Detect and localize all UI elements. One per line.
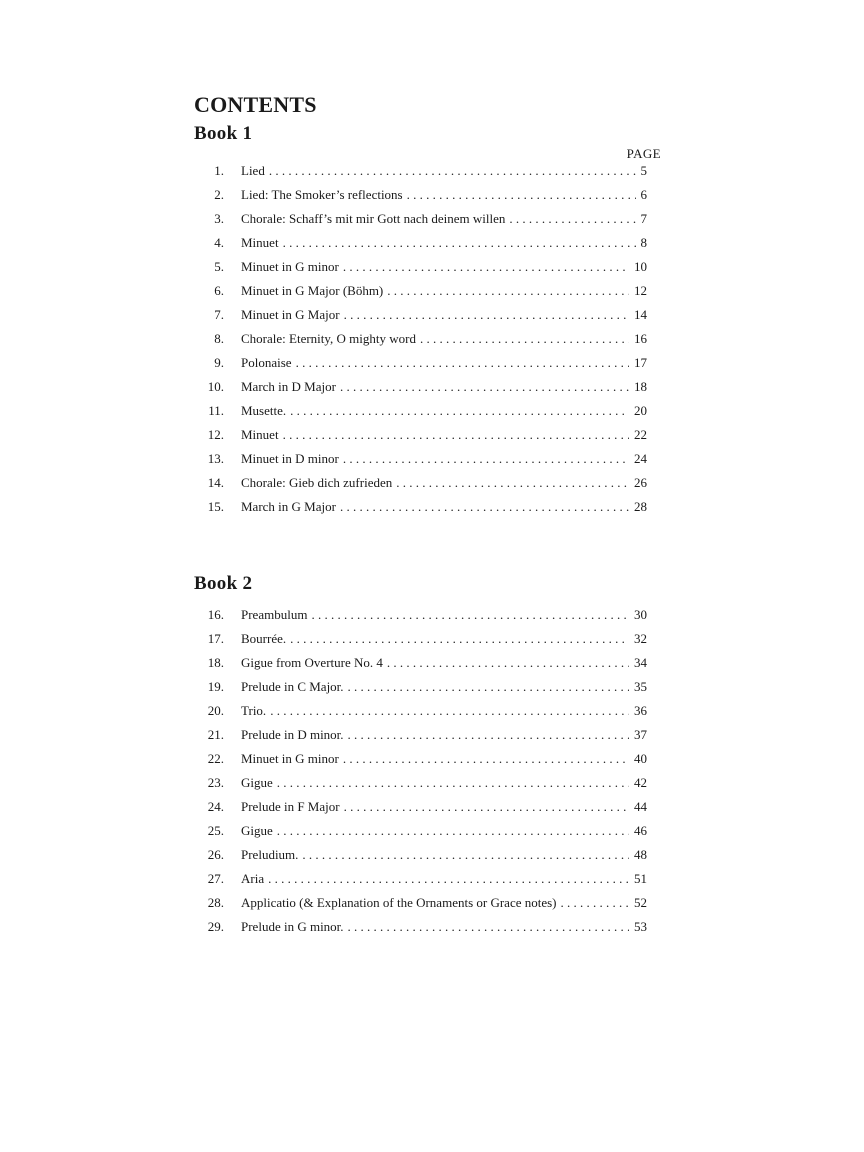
toc-entry-page-number: 10 bbox=[634, 259, 647, 274]
toc-entry-page-number: 35 bbox=[634, 679, 647, 694]
toc-entry bbox=[198, 207, 647, 231]
toc-entry-title: Preludium. bbox=[241, 847, 299, 862]
page-column-label: PAGE bbox=[626, 146, 661, 161]
dot-leader bbox=[387, 651, 629, 675]
toc-entry-page-number: 37 bbox=[634, 727, 647, 742]
toc-entry-page-number: 52 bbox=[634, 895, 647, 910]
toc-entry-page-number: 34 bbox=[634, 655, 647, 670]
toc-entry-title: Gigue bbox=[241, 775, 273, 790]
dot-leader bbox=[348, 915, 629, 939]
toc-entry-title: Polonaise bbox=[241, 355, 292, 370]
book-1-heading: Book 1 bbox=[194, 123, 253, 144]
toc-entry-page-number: 53 bbox=[634, 919, 647, 934]
toc-entry-page-number: 42 bbox=[634, 775, 647, 790]
toc-entry-number: 26. bbox=[207, 847, 224, 862]
toc-entry bbox=[198, 399, 647, 423]
toc-entry-page-number: 18 bbox=[634, 379, 647, 394]
toc-entry bbox=[198, 423, 647, 447]
toc-entry-number: 15. bbox=[207, 499, 224, 514]
toc-entry-number: 10. bbox=[207, 379, 224, 394]
book-2-toc-list bbox=[198, 603, 647, 939]
toc-entry-number: 16. bbox=[207, 607, 224, 622]
dot-leader bbox=[344, 303, 629, 327]
toc-entry-page-number: 30 bbox=[634, 607, 647, 622]
toc-entry bbox=[198, 159, 647, 183]
toc-entry-page-number: 7 bbox=[640, 211, 647, 226]
toc-entry-page-number: 17 bbox=[634, 355, 647, 370]
toc-entry-number: 2. bbox=[214, 187, 224, 202]
toc-entry-number: 23. bbox=[207, 775, 224, 790]
toc-entry-page-number: 36 bbox=[634, 703, 647, 718]
toc-entry bbox=[198, 231, 647, 255]
toc-entry-page-number: 16 bbox=[634, 331, 647, 346]
dot-leader bbox=[269, 159, 636, 183]
toc-entry-title: March in G Major bbox=[241, 499, 336, 514]
toc-entry-title: Preambulum bbox=[241, 607, 308, 622]
toc-entry-number: 17. bbox=[207, 631, 224, 646]
dot-leader bbox=[509, 207, 635, 231]
toc-entry-page-number: 14 bbox=[634, 307, 647, 322]
toc-entry bbox=[198, 915, 647, 939]
toc-entry-page-number: 26 bbox=[634, 475, 647, 490]
dot-leader bbox=[348, 675, 629, 699]
toc-entry-title: Chorale: Eternity, O mighty word bbox=[241, 331, 416, 346]
toc-entry bbox=[198, 723, 647, 747]
page-title: CONTENTS bbox=[194, 92, 317, 117]
toc-entry-title: Prelude in F Major bbox=[241, 799, 340, 814]
dot-leader bbox=[290, 399, 629, 423]
toc-entry-number: 13. bbox=[207, 451, 224, 466]
toc-entry-number: 6. bbox=[214, 283, 224, 298]
toc-entry-page-number: 22 bbox=[634, 427, 647, 442]
book-2-heading: Book 2 bbox=[194, 573, 253, 594]
dot-leader bbox=[343, 447, 629, 471]
toc-entry-number: 22. bbox=[207, 751, 224, 766]
toc-entry bbox=[198, 675, 647, 699]
toc-entry-page-number: 48 bbox=[634, 847, 647, 862]
toc-entry-title: Minuet bbox=[241, 427, 279, 442]
dot-leader bbox=[343, 255, 629, 279]
toc-entry-title: Gigue from Overture No. 4 bbox=[241, 655, 383, 670]
toc-entry-page-number: 24 bbox=[634, 451, 647, 466]
toc-entry-title: Gigue bbox=[241, 823, 273, 838]
toc-entry-page-number: 51 bbox=[634, 871, 647, 886]
toc-entry-title: Trio. bbox=[241, 703, 267, 718]
toc-entry-number: 18. bbox=[207, 655, 224, 670]
dot-leader bbox=[311, 603, 629, 627]
toc-entry-number: 21. bbox=[207, 727, 224, 742]
toc-entry bbox=[198, 471, 647, 495]
toc-entry-number: 14. bbox=[207, 475, 224, 490]
toc-entry-number: 3. bbox=[214, 211, 224, 226]
dot-leader bbox=[277, 771, 629, 795]
toc-entry-title: Lied: The Smoker’s reflections bbox=[241, 187, 403, 202]
dot-leader bbox=[343, 747, 629, 771]
toc-entry-title: Minuet in G Major bbox=[241, 307, 340, 322]
toc-entry-number: 29. bbox=[207, 919, 224, 934]
toc-entry-page-number: 8 bbox=[640, 235, 647, 250]
toc-entry bbox=[198, 303, 647, 327]
toc-entry-number: 12. bbox=[207, 427, 224, 442]
toc-entry-number: 28. bbox=[207, 895, 224, 910]
toc-entry bbox=[198, 699, 647, 723]
toc-entry-page-number: 44 bbox=[634, 799, 647, 814]
toc-entry bbox=[198, 891, 647, 915]
dot-leader bbox=[296, 351, 629, 375]
dot-leader bbox=[344, 795, 629, 819]
toc-entry bbox=[198, 771, 647, 795]
toc-entry bbox=[198, 867, 647, 891]
toc-entry-title: Minuet in G minor bbox=[241, 259, 339, 274]
toc-entry-number: 24. bbox=[207, 799, 224, 814]
dot-leader bbox=[348, 723, 629, 747]
toc-entry-title: Musette. bbox=[241, 403, 287, 418]
toc-entry-title: March in D Major bbox=[241, 379, 336, 394]
toc-entry-title: Applicatio (& Explanation of the Ornaments or Grace notes) bbox=[241, 895, 557, 910]
toc-entry-page-number: 32 bbox=[634, 631, 647, 646]
toc-entry bbox=[198, 819, 647, 843]
toc-entry bbox=[198, 651, 647, 675]
toc-entry-page-number: 5 bbox=[640, 163, 647, 178]
toc-entry-title: Prelude in C Major. bbox=[241, 679, 344, 694]
toc-entry-title: Aria bbox=[241, 871, 265, 886]
toc-entry-number: 19. bbox=[207, 679, 224, 694]
toc-entry-title: Bourrée. bbox=[241, 631, 287, 646]
toc-entry-page-number: 28 bbox=[634, 499, 647, 514]
dot-leader bbox=[302, 843, 629, 867]
toc-entry bbox=[198, 375, 647, 399]
toc-entry-title: Prelude in D minor. bbox=[241, 727, 344, 742]
toc-entry bbox=[198, 747, 647, 771]
toc-entry-number: 25. bbox=[207, 823, 224, 838]
toc-entry-page-number: 46 bbox=[634, 823, 647, 838]
toc-entry-number: 11. bbox=[208, 403, 224, 418]
toc-entry bbox=[198, 327, 647, 351]
toc-entry-number: 27. bbox=[207, 871, 224, 886]
toc-entry bbox=[198, 183, 647, 207]
toc-entry-number: 7. bbox=[214, 307, 224, 322]
toc-entry bbox=[198, 495, 647, 519]
toc-entry bbox=[198, 603, 647, 627]
toc-entry bbox=[198, 795, 647, 819]
dot-leader bbox=[407, 183, 636, 207]
dot-leader bbox=[283, 231, 636, 255]
toc-entry-number: 9. bbox=[214, 355, 224, 370]
toc-entry-title: Prelude in G minor. bbox=[241, 919, 344, 934]
dot-leader bbox=[270, 699, 629, 723]
toc-entry-number: 4. bbox=[214, 235, 224, 250]
dot-leader bbox=[340, 375, 629, 399]
dot-leader bbox=[283, 423, 629, 447]
toc-entry bbox=[198, 255, 647, 279]
toc-entry-number: 20. bbox=[207, 703, 224, 718]
toc-entry bbox=[198, 627, 647, 651]
toc-entry bbox=[198, 279, 647, 303]
toc-entry-title: Chorale: Gieb dich zufrieden bbox=[241, 475, 393, 490]
toc-entry bbox=[198, 843, 647, 867]
toc-entry-title: Minuet in G Major (Böhm) bbox=[241, 283, 384, 298]
toc-entry-title: Chorale: Schaff’s mit mir Gott nach deinem willen bbox=[241, 211, 506, 226]
toc-entry-number: 8. bbox=[214, 331, 224, 346]
dot-leader bbox=[387, 279, 629, 303]
toc-entry-title: Minuet bbox=[241, 235, 279, 250]
toc-entry-page-number: 40 bbox=[634, 751, 647, 766]
toc-entry-page-number: 20 bbox=[634, 403, 647, 418]
dot-leader bbox=[277, 819, 629, 843]
dot-leader bbox=[561, 891, 629, 915]
toc-entry bbox=[198, 447, 647, 471]
toc-entry-title: Lied bbox=[241, 163, 265, 178]
toc-entry-number: 5. bbox=[214, 259, 224, 274]
toc-entry-title: Minuet in D minor bbox=[241, 451, 339, 466]
toc-entry-page-number: 6 bbox=[640, 187, 647, 202]
book-1-toc-list bbox=[198, 159, 647, 519]
toc-entry-number: 1. bbox=[214, 163, 224, 178]
toc-entry-title: Minuet in G minor bbox=[241, 751, 339, 766]
toc-entry-page-number: 12 bbox=[634, 283, 647, 298]
dot-leader bbox=[420, 327, 629, 351]
dot-leader bbox=[340, 495, 629, 519]
dot-leader bbox=[268, 867, 629, 891]
dot-leader bbox=[290, 627, 629, 651]
toc-entry bbox=[198, 351, 647, 375]
dot-leader bbox=[396, 471, 629, 495]
